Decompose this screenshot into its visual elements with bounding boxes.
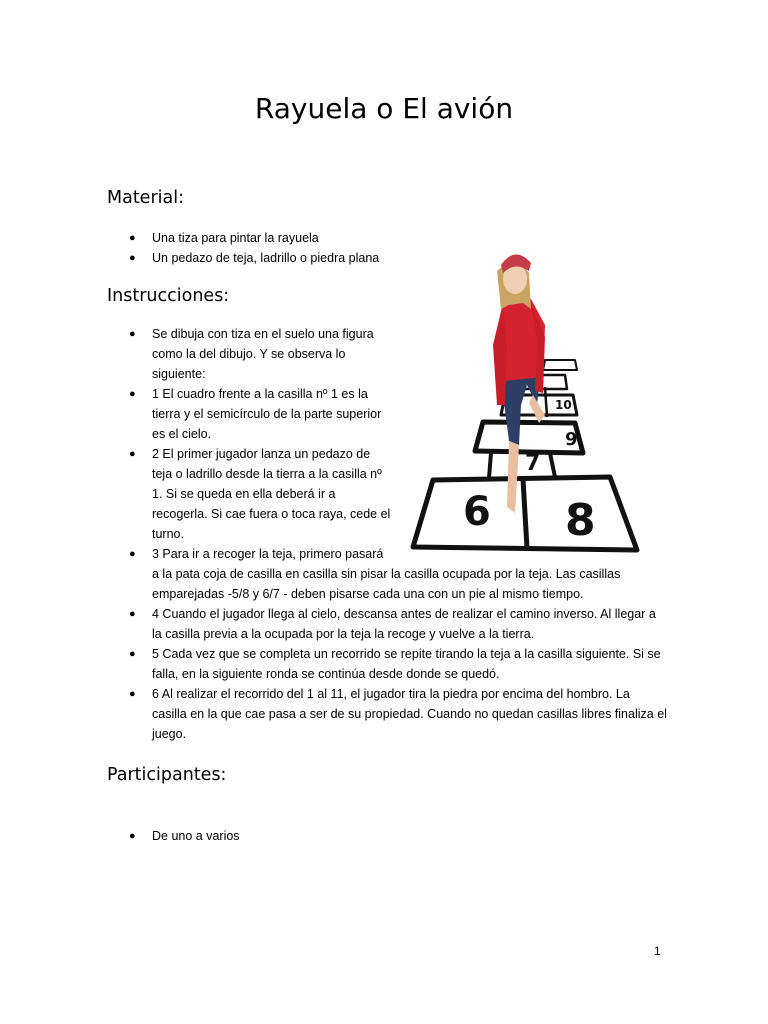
bullet-icon: ● <box>129 648 136 660</box>
bullet-icon: ● <box>129 448 136 460</box>
instrucciones-heading: Instrucciones: <box>107 286 230 306</box>
list-item: ● 3 Para ir a recoger la teja, primero pasará a la pata coja de casilla en casilla sin pisar la casilla ocupada por la teja. Las casillas emparejadas -5/8 y 6/7 - deben pisarse cada una con un pie al mismo tiempo. <box>0 544 667 604</box>
bullet-icon: ● <box>129 252 136 264</box>
hopscotch-girl-illustration <box>405 245 650 567</box>
page-title: Rayuela o El avión <box>254 92 514 125</box>
list-item: ● Una tiza para pintar la rayuela <box>0 228 379 248</box>
list-item: ● 2 El primer jugador lanza un pedazo de teja o ladrillo desde la tierra a la casilla nº 1. Si se queda en ella deberá ir a recogerla. Si cae fuera o toca raya, cede el turno. <box>0 444 667 544</box>
list-item: ● De uno a varios <box>0 826 240 846</box>
list-item: ● 6 Al realizar el recorrido del 1 al 11, el jugador tira la piedra por encima del hombro. La casilla en la que cae pasa a ser de su propiedad. Cuando no quedan casillas libres finaliza el juego. <box>0 684 667 744</box>
bullet-icon: ● <box>129 830 136 842</box>
list-item: ● 1 El cuadro frente a la casilla nº 1 es la tierra y el semicírculo de la parte superior es el cielo. <box>0 384 667 444</box>
bullet-icon: ● <box>129 388 136 400</box>
participantes-heading: Participantes: <box>107 765 227 785</box>
hopscotch-number: 8 <box>565 495 596 546</box>
bullet-icon: ● <box>129 548 136 560</box>
material-heading: Material: <box>107 188 184 208</box>
list-item: ● Se dibuja con tiza en el suelo una figura como la del dibujo. Y se observa lo siguiente: <box>0 324 667 384</box>
material-list <box>0 228 379 268</box>
bullet-icon: ● <box>129 688 136 700</box>
list-item: ● Un pedazo de teja, ladrillo o piedra plana <box>0 248 379 268</box>
bullet-icon: ● <box>129 608 136 620</box>
list-item: ● 4 Cuando el jugador llega al cielo, descansa antes de realizar el camino inverso. Al llegar a la casilla previa a la ocupada por la teja la recoge y vuelve a la tierra. <box>0 604 667 644</box>
hopscotch-number: 6 <box>463 489 491 535</box>
bullet-icon: ● <box>129 232 136 244</box>
hopscotch-number: 9 <box>565 429 578 450</box>
hopscotch-number: 7 <box>525 451 541 476</box>
bullet-icon: ● <box>129 328 136 340</box>
hopscotch-number: 10 <box>555 398 572 412</box>
page-number: 1 <box>654 944 661 958</box>
list-item: ● 5 Cada vez que se completa un recorrido se repite tirando la teja a la casilla siguiente. Si se falla, en la siguiente ronda se continúa desde donde se quedó. <box>0 644 667 684</box>
participantes-list <box>0 826 240 846</box>
